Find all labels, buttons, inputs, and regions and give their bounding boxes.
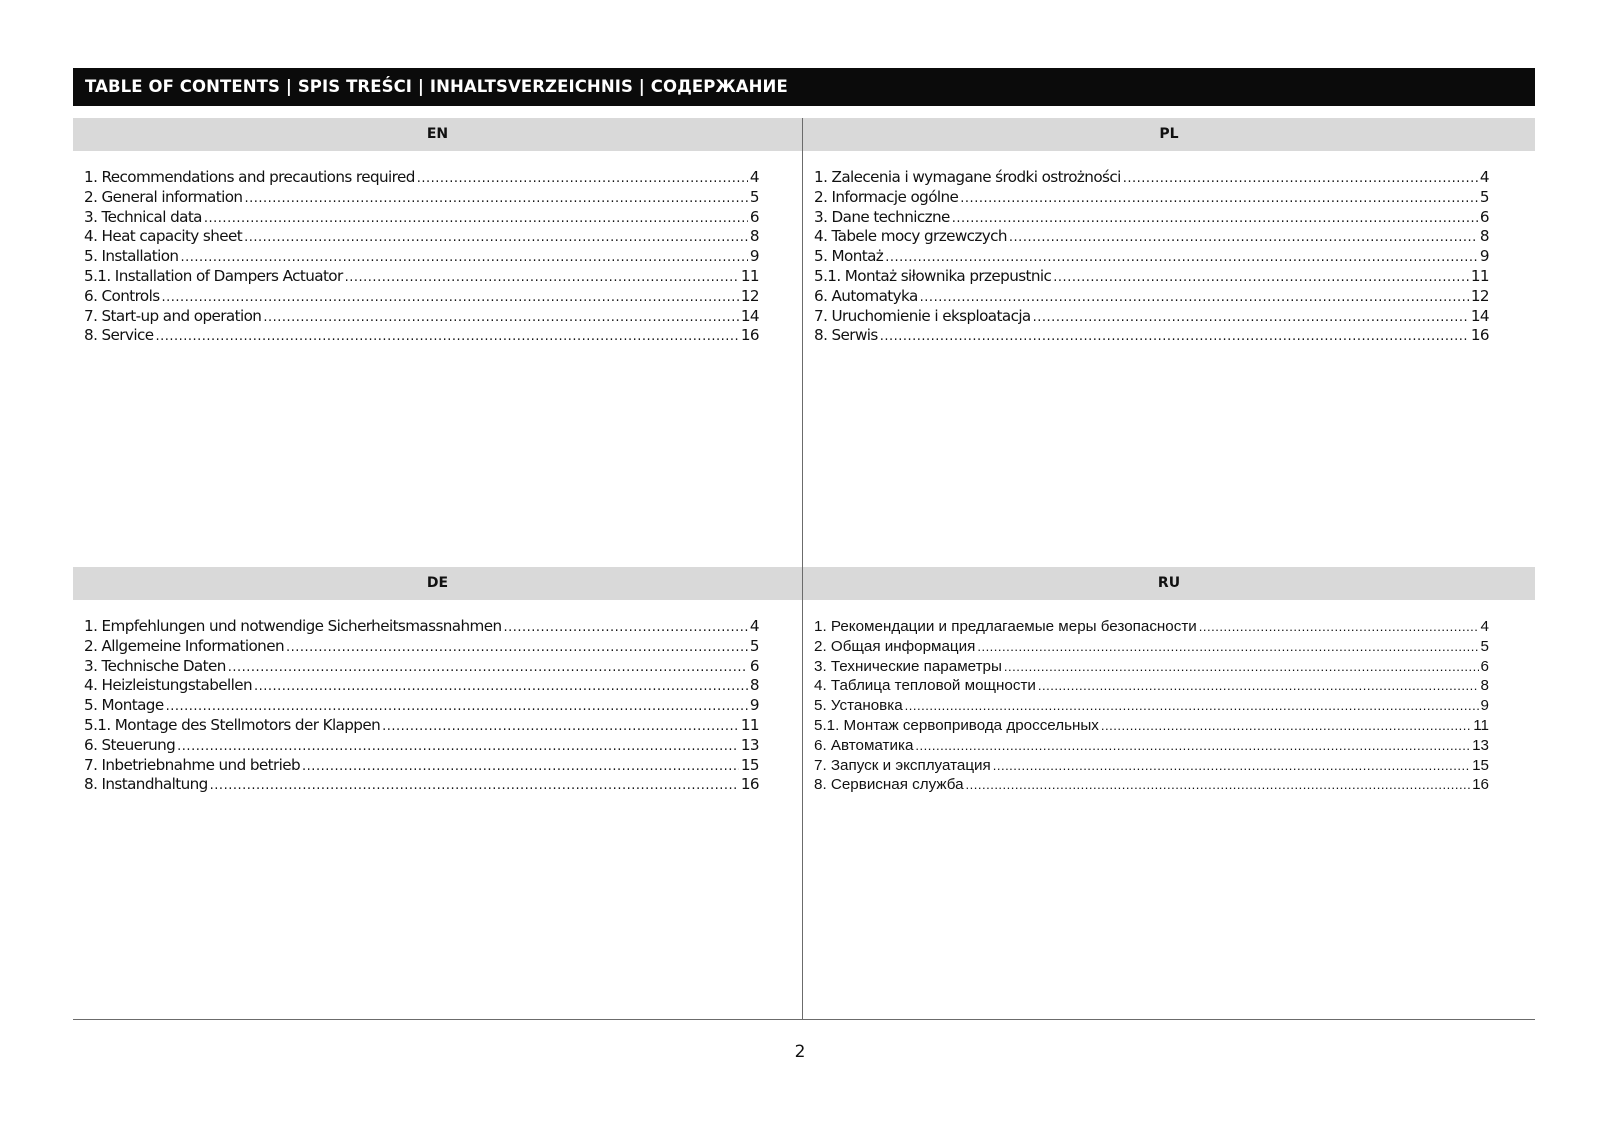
toc-entry[interactable] (84, 696, 759, 716)
toc-entry-page: 11 (1473, 716, 1489, 734)
toc-entry[interactable] (84, 756, 759, 776)
toc-entry-page: 11 (740, 715, 759, 734)
toc-title-bar (73, 68, 1535, 106)
toc-list-pl (814, 168, 1489, 346)
dot-leader (162, 287, 739, 307)
toc-entry-page: 16 (740, 775, 759, 794)
toc-entry-title: 6. Controls (84, 286, 160, 305)
toc-entry[interactable] (814, 617, 1489, 637)
toc-entry[interactable] (814, 716, 1489, 736)
dot-leader (977, 637, 1478, 657)
toc-entry-title: 1. Zalecenia i wymagane środki ostrożności (814, 168, 1121, 186)
toc-entry[interactable] (814, 326, 1489, 346)
toc-entry-title: 3. Dane techniczne (814, 207, 950, 226)
toc-entry[interactable] (84, 168, 759, 188)
toc-entry-page: 15 (1472, 756, 1489, 774)
dot-leader (286, 637, 748, 657)
toc-entry[interactable] (814, 696, 1489, 716)
toc-entry[interactable] (814, 756, 1489, 776)
dot-leader (166, 696, 748, 716)
toc-list-de (84, 617, 759, 795)
toc-entry[interactable] (814, 287, 1489, 307)
section-heading-pl: PL (803, 118, 1535, 151)
toc-entry-page: 4 (749, 617, 759, 635)
toc-entry-title: 1. Recommendations and precautions required (84, 168, 415, 186)
toc-entry-page: 8 (1480, 677, 1489, 695)
dot-leader (1053, 267, 1469, 287)
toc-entry-page: 11 (740, 266, 759, 285)
toc-entry-title: 5. Montaż (814, 247, 884, 266)
toc-entry[interactable] (814, 775, 1489, 795)
toc-entry[interactable] (814, 657, 1489, 677)
dot-leader (920, 287, 1469, 307)
dot-leader (210, 775, 739, 795)
toc-entry[interactable] (84, 617, 759, 637)
toc-entry[interactable] (84, 307, 759, 327)
toc-entry-title: 8. Service (84, 326, 154, 345)
toc-entry-title: 6. Automatyka (814, 286, 918, 305)
toc-entry-page: 11 (1470, 266, 1489, 285)
dot-leader (1101, 716, 1471, 736)
toc-entry-page: 9 (1479, 247, 1489, 266)
toc-entry[interactable] (814, 267, 1489, 287)
toc-entry-page: 9 (749, 696, 759, 715)
toc-entry-title: 5. Installation (84, 247, 179, 266)
section-heading-en: EN (73, 118, 802, 151)
dot-leader (1033, 307, 1469, 327)
toc-entry-title: 5.1. Montaż siłownika przepustnic (814, 266, 1052, 285)
toc-entry[interactable] (84, 188, 759, 208)
toc-entry[interactable] (814, 227, 1489, 247)
toc-entry-page: 4 (1479, 168, 1489, 186)
toc-entry-page: 4 (749, 168, 759, 186)
page-number: 2 (794, 1042, 806, 1062)
toc-entry-page: 14 (740, 306, 759, 325)
dot-leader (254, 676, 748, 696)
toc-entry-page: 6 (1480, 657, 1489, 675)
toc-entry-title: 7. Uruchomienie i eksploatacja (814, 306, 1031, 325)
dot-leader (204, 208, 748, 228)
toc-entry-page: 6 (749, 207, 759, 226)
toc-entry-page: 13 (1472, 736, 1489, 754)
toc-entry[interactable] (84, 676, 759, 696)
toc-entry[interactable] (814, 188, 1489, 208)
toc-entry[interactable] (84, 637, 759, 657)
toc-entry-title: 8. Instandhaltung (84, 775, 208, 794)
toc-entry[interactable] (814, 168, 1489, 188)
toc-entry-page: 6 (749, 656, 759, 675)
toc-entry[interactable] (84, 247, 759, 267)
toc-entry[interactable] (84, 267, 759, 287)
toc-entry-title: 1. Empfehlungen und notwendige Sicherheitsmassnahmen (84, 617, 502, 635)
dot-leader (1123, 168, 1478, 188)
toc-entry[interactable] (814, 676, 1489, 696)
toc-entry[interactable] (84, 227, 759, 247)
toc-entry-page: 4 (1480, 618, 1489, 635)
toc-entry[interactable] (814, 736, 1489, 756)
dot-leader (417, 168, 748, 188)
toc-entry-title: 3. Technische Daten (84, 656, 226, 675)
toc-entry-page: 5 (749, 636, 759, 655)
dot-leader (880, 326, 1469, 346)
toc-entry-title: 7. Запуск и эксплуатация (814, 756, 991, 774)
toc-entry-page: 16 (1470, 326, 1489, 345)
dot-leader (244, 227, 748, 247)
toc-entry-page: 8 (749, 676, 759, 695)
toc-entry[interactable] (84, 208, 759, 228)
toc-entry-title: 5. Montage (84, 696, 164, 715)
section-heading-de: DE (73, 567, 802, 600)
toc-entry-page: 5 (1480, 637, 1489, 655)
toc-entry-page: 12 (1470, 286, 1489, 305)
toc-entry[interactable] (84, 326, 759, 346)
toc-entry-title: 4. Tabele mocy grzewczych (814, 227, 1007, 246)
toc-entry-title: 2. General information (84, 187, 243, 206)
toc-entry-title: 7. Inbetriebnahme und betrieb (84, 755, 301, 774)
toc-entry-title: 8. Сервисная служба (814, 776, 964, 794)
dot-leader (180, 247, 747, 267)
toc-entry-page: 5 (1479, 187, 1489, 206)
toc-entry[interactable] (84, 657, 759, 677)
toc-entry-page: 6 (1479, 207, 1489, 226)
toc-entry-page: 16 (1472, 776, 1489, 794)
dot-leader (228, 657, 748, 677)
toc-entry[interactable] (814, 247, 1489, 267)
toc-entry-page: 9 (1480, 697, 1489, 715)
toc-entry-page: 14 (1470, 306, 1489, 325)
dot-leader (993, 756, 1470, 776)
toc-entry-page: 5 (749, 187, 759, 206)
toc-entry[interactable] (84, 716, 759, 736)
toc-entry-page: 13 (740, 735, 759, 754)
column-divider (802, 118, 803, 1020)
dot-leader (1038, 676, 1479, 696)
dot-leader (382, 716, 739, 736)
toc-entry-title: 6. Автоматика (814, 736, 914, 754)
toc-title: TABLE OF CONTENTS | SPIS TREŚCI | INHALTSVERZEICHNIS | СОДЕРЖАНИЕ (85, 77, 788, 96)
dot-leader (244, 188, 747, 208)
dot-leader (1004, 657, 1479, 677)
dot-leader (915, 736, 1470, 756)
toc-entry-title: 4. Таблица тепловой мощности (814, 677, 1036, 695)
dot-leader (155, 326, 738, 346)
toc-entry-title: 4. Heizleistungstabellen (84, 676, 252, 695)
toc-entry-page: 15 (740, 755, 759, 774)
toc-entry-page: 12 (740, 286, 759, 305)
toc-entry-title: 5.1. Монтаж сервопривода дроссельных (814, 716, 1099, 734)
dot-leader (1199, 617, 1479, 637)
dot-leader (504, 617, 748, 637)
dot-leader (885, 247, 1478, 267)
toc-entry-title: 1. Рекомендации и предлагаемые меры безопасности (814, 618, 1197, 635)
toc-entry-title: 8. Serwis (814, 326, 878, 345)
toc-entry-title: 5.1. Montage des Stellmotors der Klappen (84, 715, 381, 734)
toc-list-en (84, 168, 759, 346)
dot-leader (905, 696, 1479, 716)
toc-entry[interactable] (814, 637, 1489, 657)
dot-leader (263, 307, 739, 327)
toc-entry-title: 2. Allgemeine Informationen (84, 636, 284, 655)
footer-rule (73, 1019, 1535, 1020)
dot-leader (345, 267, 739, 287)
toc-entry-title: 5.1. Installation of Dampers Actuator (84, 266, 343, 285)
section-heading-ru: RU (803, 567, 1535, 600)
toc-entry[interactable] (814, 307, 1489, 327)
toc-entry[interactable] (84, 775, 759, 795)
toc-entry-title: 2. Общая информация (814, 637, 976, 655)
toc-entry-title: 6. Steuerung (84, 735, 176, 754)
dot-leader (966, 775, 1471, 795)
toc-entry-title: 7. Start-up and operation (84, 306, 262, 325)
dot-leader (1009, 227, 1478, 247)
toc-entry[interactable] (814, 208, 1489, 228)
toc-list-ru (814, 617, 1489, 795)
toc-entry[interactable] (84, 287, 759, 307)
dot-leader (177, 736, 739, 756)
dot-leader (952, 208, 1478, 228)
toc-entry[interactable] (84, 736, 759, 756)
toc-entry-title: 5. Установка (814, 697, 903, 715)
toc-entry-page: 8 (749, 227, 759, 246)
toc-entry-title: 3. Technical data (84, 207, 202, 226)
toc-entry-page: 16 (740, 326, 759, 345)
toc-entry-page: 9 (749, 247, 759, 266)
toc-entry-page: 8 (1479, 227, 1489, 246)
toc-entry-title: 2. Informacje ogólne (814, 187, 959, 206)
dot-leader (960, 188, 1478, 208)
toc-entry-title: 3. Технические параметры (814, 657, 1002, 675)
toc-entry-title: 4. Heat capacity sheet (84, 227, 243, 246)
dot-leader (302, 756, 739, 776)
